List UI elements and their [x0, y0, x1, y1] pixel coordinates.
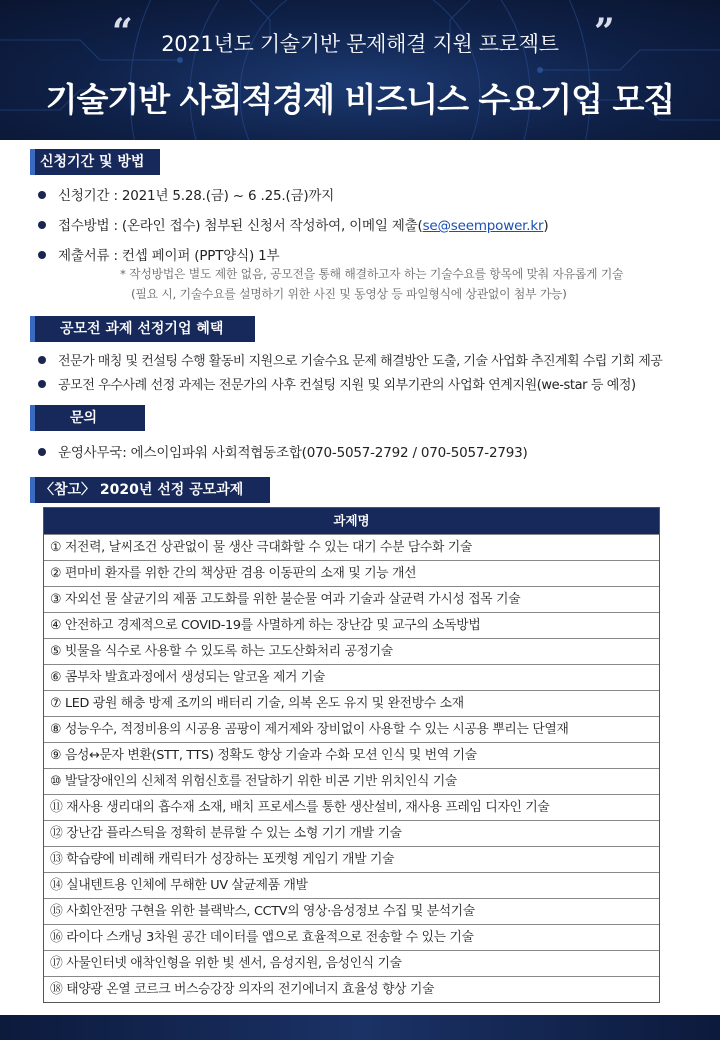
table-row: ⑱ 태양광 온열 코르크 버스승강장 의자의 전기에너지 효율성 향상 기술 — [44, 976, 659, 1002]
header-subtitle: 2021년도 기술기반 문제해결 지원 프로젝트 — [161, 32, 559, 56]
benefit-2-text: 공모전 우수사례 선정 과제는 전문가의 사후 컨설팅 지원 및 외부기관의 사업화 연계지원(we-star 등 예정) — [58, 378, 636, 393]
list-item-benefit-1 — [38, 350, 662, 369]
table-row: ⑤ 빗물을 식수로 사용할 수 있도록 하는 고도산화처리 공정기술 — [44, 638, 659, 664]
section-heading-label: 〈참고〉 2020년 선정 공모과제 — [40, 482, 244, 498]
method-text: 접수방법 : (온라인 접수) 첨부된 신청서 작성하여, 이메일 제출( — [58, 218, 423, 234]
section-heading-label: 신청기간 및 방법 — [40, 154, 145, 170]
page-title: 기술기반 사회적경제 비즈니스 수요기업 모집 — [45, 80, 675, 119]
list-item-benefit-2 — [38, 374, 636, 393]
table-row: ⑮ 사회안전망 구현을 위한 블랙박스, CCTV의 영상·음성정보 수집 및 분석기술 — [44, 898, 659, 924]
documents-text: 제출서류 : 컨셉 페이퍼 (PPT양식) 1부 — [58, 248, 280, 264]
table-row: ⑭ 실내텐트용 인체에 무해한 UV 살균제품 개발 — [44, 872, 659, 898]
bullet-icon — [38, 448, 46, 456]
section-heading-label: 공모전 과제 선정기업 혜택 — [60, 321, 224, 337]
table-row: ⑰ 사물인터넷 애착인형을 위한 빛 센서, 음성지원, 음성인식 기술 — [44, 950, 659, 976]
method-suffix: ) — [543, 218, 549, 234]
table-row: ⑩ 발달장애인의 신체적 위험신호를 전달하기 위한 비콘 기반 위치인식 기술 — [44, 768, 659, 794]
table-row: ⑦ LED 광원 해충 방제 조끼의 배터리 기술, 의복 온도 유지 및 완전방수 소재 — [44, 690, 659, 716]
section-heading-benefits — [30, 316, 255, 342]
bullet-icon — [38, 191, 46, 199]
table-row: ⑯ 라이다 스캐닝 3차원 공간 데이터를 앱으로 효율적으로 전송할 수 있는 기술 — [44, 924, 659, 950]
bullet-icon — [38, 380, 46, 388]
table-row: ⑧ 성능우수, 적정비용의 시공용 곰팡이 제거제와 장비없이 사용할 수 있는 시공용 뿌리는 단열재 — [44, 716, 659, 742]
quote-close-mark: ” — [594, 11, 615, 53]
table-row: ⑥ 콤부차 발효과정에서 생성되는 알코올 제거 기술 — [44, 664, 659, 690]
note-line-1: * 작성방법은 별도 제한 없음, 공모전을 통해 해결하고자 하는 기술수요를 항목에 맞춰 자유롭게 기술 — [120, 267, 624, 281]
table-row: ① 저전력, 날씨조건 상관없이 물 생산 극대화할 수 있는 대기 수분 담수화 기술 — [44, 534, 659, 560]
quote-open-mark: “ — [112, 11, 133, 53]
table-row: ④ 안전하고 경제적으로 COVID-19를 사멸하게 하는 장난감 및 교구의 소독방법 — [44, 612, 659, 638]
section-heading-contact — [30, 405, 145, 431]
section-heading-reference — [30, 477, 270, 503]
table-row: ③ 자외선 물 살균기의 제품 고도화를 위한 불순물 여과 기술과 살균력 가시성 접목 기술 — [44, 586, 659, 612]
bullet-icon — [38, 221, 46, 229]
benefit-1-text: 전문가 매칭 및 컨설팅 수행 활동비 지원으로 기술수요 문제 해결방안 도출, 기술 사업화 추진계획 수립 기회 제공 — [58, 354, 663, 369]
header-banner — [0, 0, 720, 140]
email-link[interactable]: se@seempower.kr — [422, 218, 544, 234]
note-line-2: (필요 시, 기술수요를 설명하기 위한 사진 및 동영상 등 파일형식에 상관없이 첨부 가능) — [131, 287, 567, 301]
list-item-documents — [38, 244, 279, 264]
list-item-method — [38, 214, 548, 234]
table-row: ⑫ 장난감 플라스틱을 정확히 분류할 수 있는 소형 기기 개발 기술 — [44, 820, 659, 846]
table-row: ⑪ 재사용 생리대의 흡수재 소재, 배치 프로세스를 통한 생산설비, 재사용 프레임 디자인 기술 — [44, 794, 659, 820]
table-row: ⑨ 음성↔문자 변환(STT, TTS) 정확도 향상 기술과 수화 모션 인식 및 번역 기술 — [44, 742, 659, 768]
list-item-contact — [38, 441, 528, 461]
table-row: ⑬ 학습량에 비례해 캐릭터가 성장하는 포켓형 게임기 개발 기술 — [44, 846, 659, 872]
table-header: 과제명 — [44, 508, 659, 534]
section-heading-application — [30, 149, 160, 175]
selected-projects-table — [43, 507, 660, 1003]
bullet-icon — [38, 356, 46, 364]
bullet-icon — [38, 251, 46, 259]
footer-bar — [0, 1015, 720, 1040]
table-row: ② 편마비 환자를 위한 간의 책상판 겸용 이동판의 소재 및 기능 개선 — [44, 560, 659, 586]
section-heading-label: 문의 — [70, 410, 98, 426]
contact-text: 운영사무국: 에스이임파워 사회적협동조합(070-5057-2792 / 070-5057-2793) — [58, 445, 528, 461]
list-item-period — [38, 184, 334, 204]
period-text: 신청기간 : 2021년 5.28.(금) ~ 6 .25.(금)까지 — [58, 188, 335, 204]
